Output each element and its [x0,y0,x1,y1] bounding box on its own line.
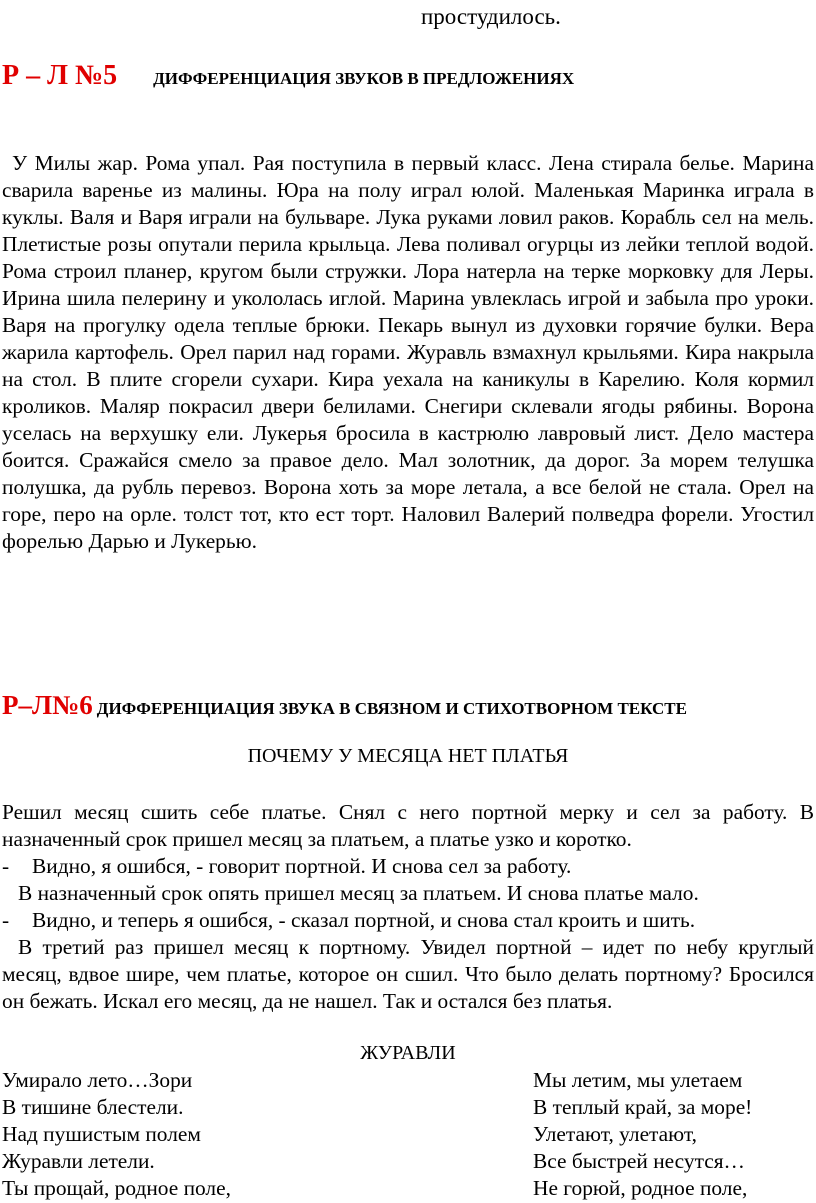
poem-line: Журавли летели. [2,1149,155,1173]
poem-line: В тишине блестели. [2,1095,184,1119]
poem-line: Над пушистым полем [2,1122,201,1146]
poem-line: В теплый край, за море! [533,1095,753,1119]
dialogue-1-text: Видно, я ошибся, - говорит портной. И снова сел за работу. [32,854,572,878]
story-paragraph-3: В третий раз пришел месяц к портному. Увидел портной – идет по небу круглый месяц, вдвое шире, чем платье, которое он сшил. Что было делать портному? Бросился он бежать. Искал его месяц, да не нашел. Так и остался без платья. [2,935,814,1013]
dialogue-dash: - [2,854,10,878]
poem-line: Не горюй, родное поле, [533,1176,748,1200]
dialogue-2-text: Видно, и теперь я ошибся, - сказал портной, и снова стал кроить и шить. [32,908,696,932]
poem-column-right [533,1067,752,1202]
story-paragraph-1: Решил месяц сшить себе платье. Снял с него портной мерку и сел за работу. В назначенный срок пришел месяц за платьем, а платье узко и коротко. [2,800,814,851]
section-5-title: ДИФФЕРЕНЦИАЦИЯ ЗВУКОВ В ПРЕДЛОЖЕНИЯХ [153,69,575,88]
poem-title: ЖУРАВЛИ [360,1042,456,1064]
section-6-heading [2,690,687,721]
section-5-number: Р – Л №5 [2,60,118,91]
poem-line: Улетают, улетают, [533,1122,697,1146]
story-text [2,799,814,1015]
section-5-heading [2,60,574,92]
story-dialogue-1 [2,853,814,880]
story-title: ПОЧЕМУ У МЕСЯЦА НЕТ ПЛАТЬЯ [247,745,569,767]
poem-column-left [2,1067,231,1202]
section-5-paragraph: У Милы жар. Рома упал. Рая поступила в первый класс. Лена стирала белье. Марина сварила варенье из малины. Юра на полу играл юлой. Маленькая Маринка играла в куклы. Валя и Варя играли на бульваре. Лука руками ловил раков. Корабль сел на мель. Плетистые розы опутали перила крыльца. Лева поливал огурцы из лейки теплой водой. Рома строил планер, кругом были стружки. Лора натерла на терке морковку для Леры. Ирина шила пелерину и укололась иглой. Марина увлеклась игрой и забыла про уроки. Варя на прогулку одела теплые брюки. Пекарь вынул из духовки горячие булки. Вера жарила картофель. Орел парил над горами. Журавль взмахнул крыльями. Кира накрыла на стол. В плите сгорели сухари. Кира уехала на каникулы в Карелию. Коля кормил кроликов. Маляр покрасил двери белилами. Снегири склевали ягоды рябины. Ворона уселась на верхушку ели. Лукерья бросила в кастрюлю лавровый лист. Дело мастера боится. Сражайся смело за правое дело. Мал золотник, да дорог. За морем телушка полушка, да рубль перевоз. Ворона хоть за море летала, а все белой не стала. Орел на горе, перо на орле. толст тот, кто ест торт. Наловил Валерий полведра форели. Угостил форелью Дарью и Лукерью. [2,151,814,553]
story-paragraph-2: В назначенный срок опять пришел месяц за платьем. И снова платье мало. [18,881,699,905]
poem-line: Ты прощай, родное поле, [2,1176,231,1200]
poem-line: Умирало лето…Зори [2,1068,193,1092]
dialogue-dash: - [2,908,10,932]
poem-line: Мы летим, мы улетаем [533,1068,743,1092]
story-dialogue-2 [2,907,814,934]
poem-line: Все быстрей несутся… [533,1149,745,1173]
section-6-title: ДИФФЕРЕНЦИАЦИЯ ЗВУКА В СВЯЗНОМ И СТИХОТВОРНОМ ТЕКСТЕ [96,699,687,718]
previous-text-fragment: простудилось. [421,4,561,29]
section-6-number: Р–Л№6 [2,690,93,720]
